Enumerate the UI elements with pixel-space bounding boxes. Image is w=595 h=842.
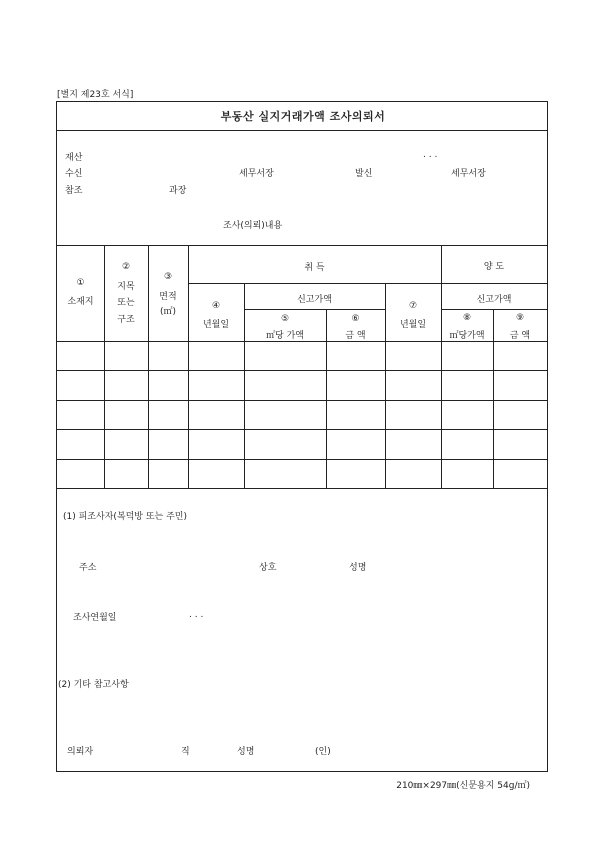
tr-date-header: 년월일 [399,320,427,330]
acq-reported-line [244,309,385,310]
acq-unit-number: ⑤ [280,314,290,324]
table-row-line [57,400,547,401]
col1-number: ① [76,278,85,288]
content-label: 조사(의뢰)내용 [223,221,283,231]
tr-amount-number: ⑨ [515,313,525,323]
position-label: 직 [181,747,190,757]
sender-office: 세무서장 [451,169,486,179]
transfer-header: 양 도 [483,262,505,272]
paper-spec-footer: 210㎜×297㎜(신문용지 54g/㎡) [396,781,530,791]
form-title: 부동산 실지거래가액 조사의뢰서 [220,110,386,123]
reference-dept: 과장 [169,186,187,196]
acq-subheader-line [188,283,441,284]
tr-reported-line [441,309,547,310]
reception-label: 수신 [65,169,83,179]
acq-unit-header: ㎡당 가액 [266,331,304,341]
recipient-date: . . . [423,150,438,160]
acq-date-header: 년월일 [202,320,230,330]
survey-date-label: 조사연월일 [73,613,117,623]
survey-date-value: . . . [189,610,204,620]
table-row-line [57,459,547,460]
tr-date-number: ⑦ [408,301,418,311]
col2-number: ② [121,262,131,272]
col3-header-line2: (㎡) [159,307,177,317]
tr-subheader-line [441,283,547,284]
table-row-line [57,370,547,371]
tr-unit-header: ㎡당가액 [449,331,485,341]
requester-label: 의뢰자 [67,747,94,757]
address-label: 주소 [79,563,97,573]
form-frame [56,101,548,772]
table-top-border [57,245,547,246]
col1-header: 소재지 [67,297,94,307]
table-row-line [57,429,547,430]
reception-office: 세무서장 [239,169,274,179]
table-bottom-border [57,488,547,489]
reference-label: 참조 [65,186,83,196]
col2-header-line3: 구조 [117,315,135,325]
business-name-label: 상호 [259,563,277,573]
sender-label: 발신 [355,169,373,179]
tr-reported-header: 신고가액 [476,295,512,305]
recipient-label: 재산 [65,153,83,163]
col2-header-line2: 또는 [117,298,135,308]
section2-heading: (2) 기타 참고사항 [58,680,129,690]
seal-mark: (인) [315,747,331,757]
acq-reported-header: 신고가액 [297,295,332,305]
col3-header-line1: 면적 [159,292,177,302]
tr-amount-header: 금 액 [509,331,531,341]
tr-unit-number: ⑧ [462,313,472,323]
acq-amount-header: 금 액 [345,331,366,341]
col2-header-line1: 지목 [117,282,135,292]
acq-amount-number: ⑥ [351,314,360,324]
name-label: 성명 [349,563,367,573]
table-col-line [441,245,442,488]
table-col-line [188,245,189,488]
acq-date-number: ④ [211,301,221,311]
acquisition-header: 취 득 [304,263,325,273]
col3-number: ③ [163,272,173,282]
requester-name-label: 성명 [237,747,255,757]
section1-heading: (1) 피조사자(복덕방 또는 주민) [63,512,187,522]
form-number-label: [별지 제23호 서식] [57,90,134,100]
table-col-line [385,283,386,488]
table-header-bottom [57,341,547,342]
title-divider [57,130,547,131]
